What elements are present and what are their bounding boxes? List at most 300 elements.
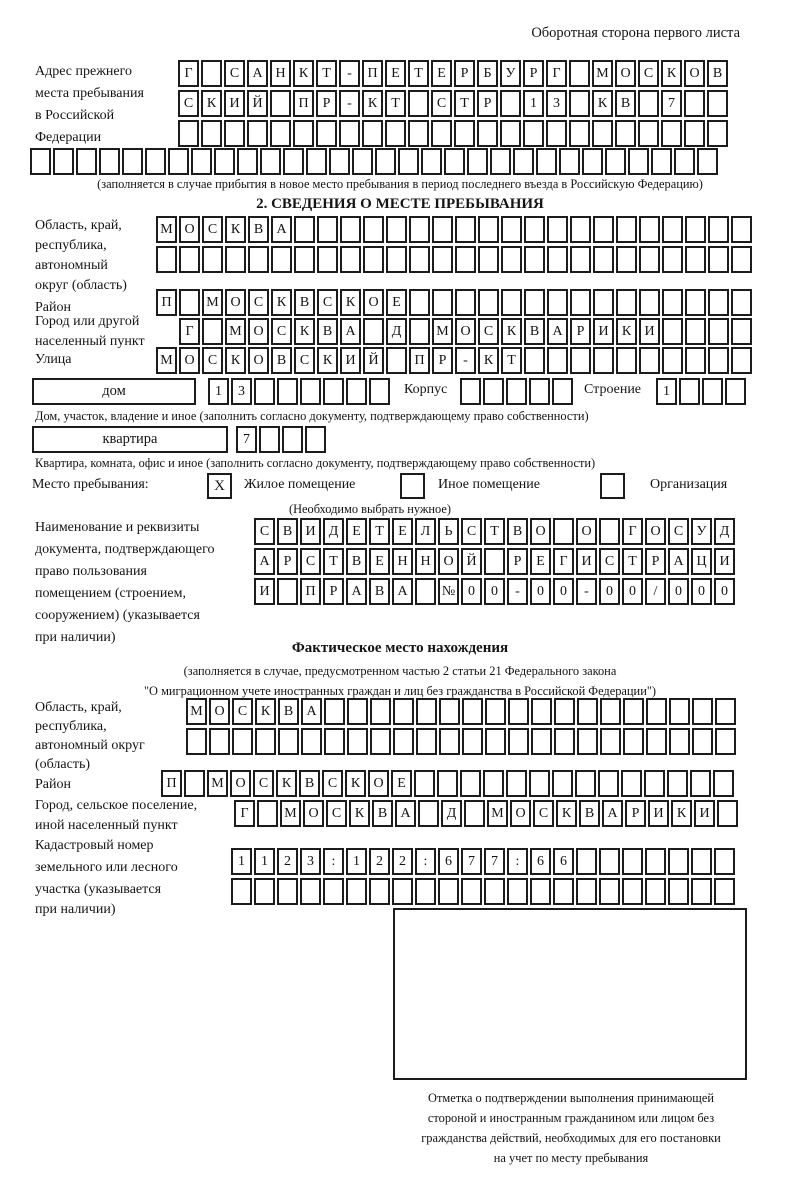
char-box[interactable]: В — [277, 518, 298, 545]
char-box[interactable]: А — [301, 698, 322, 725]
char-box[interactable]: Е — [385, 60, 406, 87]
char-box[interactable] — [616, 289, 637, 316]
char-box[interactable]: В — [707, 60, 728, 87]
char-box[interactable]: М — [280, 800, 301, 827]
char-box[interactable]: К — [349, 800, 370, 827]
char-box[interactable]: Г — [546, 60, 567, 87]
char-box[interactable] — [455, 216, 476, 243]
char-box[interactable] — [708, 318, 729, 345]
char-box[interactable] — [508, 728, 529, 755]
char-box[interactable] — [644, 770, 665, 797]
char-box[interactable]: Р — [477, 90, 498, 117]
char-box[interactable]: 3 — [546, 90, 567, 117]
char-box[interactable] — [575, 770, 596, 797]
char-box[interactable]: Е — [369, 548, 390, 575]
char-box[interactable]: Е — [391, 770, 412, 797]
char-box[interactable] — [347, 698, 368, 725]
char-box[interactable] — [646, 698, 667, 725]
char-box[interactable] — [201, 60, 222, 87]
char-box[interactable] — [570, 216, 591, 243]
char-box[interactable] — [507, 878, 528, 905]
char-box[interactable]: Р — [625, 800, 646, 827]
char-box[interactable]: М — [156, 216, 177, 243]
char-box[interactable]: С — [248, 289, 269, 316]
char-box[interactable] — [717, 800, 738, 827]
char-box[interactable] — [530, 878, 551, 905]
char-box[interactable] — [622, 848, 643, 875]
char-box[interactable]: Й — [363, 347, 384, 374]
char-box[interactable] — [375, 148, 396, 175]
char-box[interactable]: П — [293, 90, 314, 117]
char-box[interactable]: А — [271, 216, 292, 243]
char-box[interactable] — [582, 148, 603, 175]
char-box[interactable]: 3 — [300, 848, 321, 875]
char-box[interactable] — [415, 578, 436, 605]
char-box[interactable]: А — [602, 800, 623, 827]
char-box[interactable]: О — [615, 60, 636, 87]
char-box[interactable] — [306, 148, 327, 175]
char-box[interactable]: Р — [277, 548, 298, 575]
char-box[interactable]: Е — [431, 60, 452, 87]
char-box[interactable] — [531, 728, 552, 755]
char-box[interactable] — [552, 770, 573, 797]
char-box[interactable] — [454, 120, 475, 147]
char-box[interactable] — [490, 148, 511, 175]
char-box[interactable]: 1 — [208, 378, 229, 405]
cadastral-char-row-1[interactable] — [231, 848, 737, 875]
char-box[interactable] — [598, 770, 619, 797]
char-box[interactable]: Е — [346, 518, 367, 545]
char-box[interactable]: - — [576, 578, 597, 605]
char-box[interactable] — [186, 728, 207, 755]
char-box[interactable] — [317, 216, 338, 243]
char-box[interactable]: 1 — [656, 378, 677, 405]
char-box[interactable] — [576, 878, 597, 905]
char-box[interactable] — [715, 728, 736, 755]
char-box[interactable]: С — [224, 60, 245, 87]
char-box[interactable]: С — [202, 347, 223, 374]
char-box[interactable] — [477, 120, 498, 147]
char-box[interactable]: - — [339, 60, 360, 87]
char-box[interactable]: О — [455, 318, 476, 345]
char-box[interactable] — [508, 698, 529, 725]
char-box[interactable]: С — [461, 518, 482, 545]
char-box[interactable]: 6 — [530, 848, 551, 875]
char-box[interactable]: Д — [323, 518, 344, 545]
char-box[interactable] — [645, 848, 666, 875]
char-box[interactable] — [662, 318, 683, 345]
char-box[interactable] — [569, 60, 590, 87]
char-box[interactable] — [30, 148, 51, 175]
char-box[interactable]: Р — [323, 578, 344, 605]
district-char-row[interactable] — [156, 289, 754, 316]
char-box[interactable] — [645, 878, 666, 905]
char-box[interactable]: О — [510, 800, 531, 827]
char-box[interactable] — [462, 698, 483, 725]
char-box[interactable] — [662, 246, 683, 273]
char-box[interactable]: 0 — [530, 578, 551, 605]
char-box[interactable]: № — [438, 578, 459, 605]
house-field[interactable]: дом — [32, 378, 196, 405]
char-box[interactable]: Р — [523, 60, 544, 87]
char-box[interactable] — [485, 728, 506, 755]
char-box[interactable] — [524, 216, 545, 243]
char-box[interactable]: Р — [570, 318, 591, 345]
char-box[interactable]: 0 — [553, 578, 574, 605]
char-box[interactable] — [178, 120, 199, 147]
actual-district-char-row[interactable] — [161, 770, 736, 797]
char-box[interactable]: 1 — [346, 848, 367, 875]
char-box[interactable] — [214, 148, 235, 175]
char-box[interactable]: М — [592, 60, 613, 87]
char-box[interactable]: В — [372, 800, 393, 827]
char-box[interactable] — [278, 728, 299, 755]
char-box[interactable] — [386, 246, 407, 273]
char-box[interactable]: 3 — [231, 378, 252, 405]
char-box[interactable] — [553, 518, 574, 545]
char-box[interactable]: М — [225, 318, 246, 345]
char-box[interactable]: О — [438, 548, 459, 575]
char-box[interactable] — [432, 216, 453, 243]
prev-address-char-row-3[interactable] — [178, 120, 730, 147]
char-box[interactable] — [232, 728, 253, 755]
stroenie-char-row[interactable] — [656, 378, 748, 405]
char-box[interactable] — [370, 698, 391, 725]
char-box[interactable] — [669, 728, 690, 755]
char-box[interactable] — [248, 246, 269, 273]
char-box[interactable] — [362, 120, 383, 147]
char-box[interactable] — [623, 728, 644, 755]
char-box[interactable]: 0 — [622, 578, 643, 605]
char-box[interactable]: И — [639, 318, 660, 345]
char-box[interactable] — [524, 289, 545, 316]
char-box[interactable]: П — [409, 347, 430, 374]
char-box[interactable]: : — [323, 848, 344, 875]
char-box[interactable]: В — [271, 347, 292, 374]
char-box[interactable]: О — [248, 347, 269, 374]
char-box[interactable]: В — [317, 318, 338, 345]
char-box[interactable]: 1 — [231, 848, 252, 875]
char-box[interactable]: К — [201, 90, 222, 117]
char-box[interactable] — [363, 318, 384, 345]
char-box[interactable]: Т — [622, 548, 643, 575]
char-box[interactable] — [552, 378, 573, 405]
char-box[interactable]: Т — [454, 90, 475, 117]
char-box[interactable] — [421, 148, 442, 175]
char-box[interactable] — [255, 728, 276, 755]
char-box[interactable] — [685, 246, 706, 273]
char-box[interactable] — [179, 246, 200, 273]
char-box[interactable] — [697, 148, 718, 175]
char-box[interactable] — [731, 289, 752, 316]
char-box[interactable] — [662, 347, 683, 374]
char-box[interactable] — [529, 378, 550, 405]
char-box[interactable] — [623, 698, 644, 725]
char-box[interactable]: С — [322, 770, 343, 797]
char-box[interactable] — [500, 90, 521, 117]
char-box[interactable] — [531, 698, 552, 725]
char-box[interactable]: С — [668, 518, 689, 545]
char-box[interactable]: Н — [415, 548, 436, 575]
char-box[interactable] — [352, 148, 373, 175]
char-box[interactable] — [202, 318, 223, 345]
char-box[interactable]: 7 — [661, 90, 682, 117]
char-box[interactable] — [669, 698, 690, 725]
char-box[interactable]: И — [648, 800, 669, 827]
char-box[interactable] — [708, 289, 729, 316]
char-box[interactable] — [685, 347, 706, 374]
char-box[interactable]: К — [340, 289, 361, 316]
char-box[interactable]: К — [362, 90, 383, 117]
char-box[interactable] — [691, 878, 712, 905]
char-box[interactable]: 2 — [369, 848, 390, 875]
char-box[interactable]: 0 — [599, 578, 620, 605]
char-box[interactable] — [323, 378, 344, 405]
char-box[interactable] — [662, 216, 683, 243]
char-box[interactable]: О — [303, 800, 324, 827]
char-box[interactable]: 0 — [461, 578, 482, 605]
char-box[interactable] — [576, 848, 597, 875]
char-box[interactable] — [363, 216, 384, 243]
char-box[interactable]: Р — [316, 90, 337, 117]
char-box[interactable]: Г — [622, 518, 643, 545]
char-box[interactable] — [674, 148, 695, 175]
char-box[interactable] — [224, 120, 245, 147]
char-box[interactable] — [605, 148, 626, 175]
char-box[interactable] — [324, 698, 345, 725]
char-box[interactable]: С — [599, 548, 620, 575]
char-box[interactable]: Д — [386, 318, 407, 345]
stay-type-checkbox-other[interactable] — [400, 473, 425, 499]
char-box[interactable]: С — [300, 548, 321, 575]
char-box[interactable] — [685, 289, 706, 316]
char-box[interactable] — [577, 728, 598, 755]
char-box[interactable]: В — [615, 90, 636, 117]
char-box[interactable]: 7 — [484, 848, 505, 875]
char-box[interactable] — [323, 878, 344, 905]
char-box[interactable]: И — [576, 548, 597, 575]
char-box[interactable]: Т — [323, 548, 344, 575]
char-box[interactable]: А — [668, 548, 689, 575]
char-box[interactable] — [168, 148, 189, 175]
char-box[interactable]: К — [501, 318, 522, 345]
char-box[interactable] — [460, 378, 481, 405]
char-box[interactable] — [271, 246, 292, 273]
char-box[interactable]: В — [524, 318, 545, 345]
char-box[interactable]: Й — [461, 548, 482, 575]
char-box[interactable] — [145, 148, 166, 175]
char-box[interactable] — [439, 728, 460, 755]
char-box[interactable]: А — [346, 578, 367, 605]
region-char-row-2[interactable] — [156, 246, 754, 273]
char-box[interactable] — [416, 728, 437, 755]
char-box[interactable] — [439, 698, 460, 725]
char-box[interactable] — [418, 800, 439, 827]
char-box[interactable]: М — [207, 770, 228, 797]
char-box[interactable]: К — [345, 770, 366, 797]
char-box[interactable]: О — [209, 698, 230, 725]
char-box[interactable]: И — [694, 800, 715, 827]
char-box[interactable] — [461, 878, 482, 905]
char-box[interactable] — [599, 518, 620, 545]
char-box[interactable] — [639, 246, 660, 273]
char-box[interactable] — [369, 878, 390, 905]
char-box[interactable] — [529, 770, 550, 797]
char-box[interactable]: К — [661, 60, 682, 87]
char-box[interactable] — [438, 878, 459, 905]
char-box[interactable]: Е — [392, 518, 413, 545]
char-box[interactable] — [554, 728, 575, 755]
char-box[interactable] — [679, 378, 700, 405]
char-box[interactable]: Г — [553, 548, 574, 575]
char-box[interactable]: 0 — [691, 578, 712, 605]
char-box[interactable] — [122, 148, 143, 175]
char-box[interactable] — [398, 148, 419, 175]
char-box[interactable] — [691, 848, 712, 875]
char-box[interactable]: : — [415, 848, 436, 875]
char-box[interactable] — [179, 289, 200, 316]
char-box[interactable] — [731, 318, 752, 345]
prev-address-char-row-1[interactable] — [178, 60, 730, 87]
char-box[interactable] — [414, 770, 435, 797]
char-box[interactable] — [478, 216, 499, 243]
char-box[interactable]: И — [714, 548, 735, 575]
char-box[interactable]: Р — [432, 347, 453, 374]
char-box[interactable] — [707, 120, 728, 147]
char-box[interactable]: / — [645, 578, 666, 605]
apartment-char-row[interactable] — [236, 426, 328, 453]
actual-region-char-row-1[interactable] — [186, 698, 738, 725]
char-box[interactable] — [409, 289, 430, 316]
char-box[interactable] — [432, 246, 453, 273]
char-box[interactable]: - — [507, 578, 528, 605]
char-box[interactable] — [638, 120, 659, 147]
char-box[interactable] — [191, 148, 212, 175]
char-box[interactable] — [260, 148, 281, 175]
cadastral-char-row-2[interactable] — [231, 878, 737, 905]
char-box[interactable]: В — [369, 578, 390, 605]
char-box[interactable]: А — [395, 800, 416, 827]
char-box[interactable]: П — [300, 578, 321, 605]
char-box[interactable] — [340, 216, 361, 243]
char-box[interactable] — [593, 246, 614, 273]
char-box[interactable] — [363, 246, 384, 273]
char-box[interactable] — [393, 698, 414, 725]
char-box[interactable]: К — [276, 770, 297, 797]
char-box[interactable]: К — [294, 318, 315, 345]
char-box[interactable]: С — [478, 318, 499, 345]
char-box[interactable] — [283, 148, 304, 175]
char-box[interactable] — [506, 770, 527, 797]
char-box[interactable]: Т — [369, 518, 390, 545]
char-box[interactable]: К — [225, 347, 246, 374]
char-box[interactable]: С — [533, 800, 554, 827]
char-box[interactable]: И — [254, 578, 275, 605]
char-box[interactable]: К — [592, 90, 613, 117]
char-box[interactable] — [485, 698, 506, 725]
char-box[interactable]: Л — [415, 518, 436, 545]
char-box[interactable] — [599, 848, 620, 875]
char-box[interactable]: В — [299, 770, 320, 797]
char-box[interactable]: Е — [386, 289, 407, 316]
doc-char-row-2[interactable] — [254, 548, 737, 575]
char-box[interactable]: М — [432, 318, 453, 345]
char-box[interactable]: Р — [645, 548, 666, 575]
char-box[interactable] — [409, 246, 430, 273]
char-box[interactable] — [386, 216, 407, 243]
char-box[interactable] — [690, 770, 711, 797]
apartment-field[interactable]: квартира — [32, 426, 228, 453]
char-box[interactable]: И — [224, 90, 245, 117]
char-box[interactable] — [254, 378, 275, 405]
char-box[interactable] — [524, 347, 545, 374]
char-box[interactable] — [662, 289, 683, 316]
char-box[interactable]: С — [253, 770, 274, 797]
char-box[interactable]: Ц — [691, 548, 712, 575]
char-box[interactable]: П — [156, 289, 177, 316]
char-box[interactable] — [554, 698, 575, 725]
char-box[interactable] — [386, 347, 407, 374]
char-box[interactable] — [523, 120, 544, 147]
char-box[interactable] — [324, 728, 345, 755]
char-box[interactable]: Д — [714, 518, 735, 545]
city-char-row[interactable] — [179, 318, 754, 345]
char-box[interactable] — [708, 347, 729, 374]
char-box[interactable]: 6 — [438, 848, 459, 875]
char-box[interactable] — [484, 878, 505, 905]
char-box[interactable]: М — [202, 289, 223, 316]
char-box[interactable]: С — [254, 518, 275, 545]
char-box[interactable] — [392, 878, 413, 905]
char-box[interactable] — [570, 289, 591, 316]
char-box[interactable]: Б — [477, 60, 498, 87]
char-box[interactable]: М — [487, 800, 508, 827]
char-box[interactable]: Т — [484, 518, 505, 545]
char-box[interactable] — [202, 246, 223, 273]
char-box[interactable]: Н — [270, 60, 291, 87]
char-box[interactable] — [53, 148, 74, 175]
char-box[interactable]: П — [161, 770, 182, 797]
char-box[interactable]: Д — [441, 800, 462, 827]
char-box[interactable] — [702, 378, 723, 405]
char-box[interactable]: А — [392, 578, 413, 605]
char-box[interactable] — [731, 216, 752, 243]
char-box[interactable]: И — [593, 318, 614, 345]
char-box[interactable] — [524, 246, 545, 273]
char-box[interactable] — [651, 148, 672, 175]
char-box[interactable] — [570, 246, 591, 273]
char-box[interactable] — [684, 90, 705, 117]
char-box[interactable] — [639, 347, 660, 374]
char-box[interactable]: И — [340, 347, 361, 374]
char-box[interactable]: О — [576, 518, 597, 545]
char-box[interactable] — [615, 120, 636, 147]
char-box[interactable]: А — [254, 548, 275, 575]
char-box[interactable] — [237, 148, 258, 175]
char-box[interactable] — [599, 878, 620, 905]
char-box[interactable] — [300, 878, 321, 905]
region-char-row-1[interactable] — [156, 216, 754, 243]
char-box[interactable] — [340, 246, 361, 273]
char-box[interactable]: 7 — [236, 426, 257, 453]
char-box[interactable] — [668, 848, 689, 875]
char-box[interactable] — [277, 578, 298, 605]
char-box[interactable]: В — [346, 548, 367, 575]
char-box[interactable] — [317, 246, 338, 273]
char-box[interactable] — [478, 289, 499, 316]
char-box[interactable] — [437, 770, 458, 797]
char-box[interactable] — [416, 698, 437, 725]
